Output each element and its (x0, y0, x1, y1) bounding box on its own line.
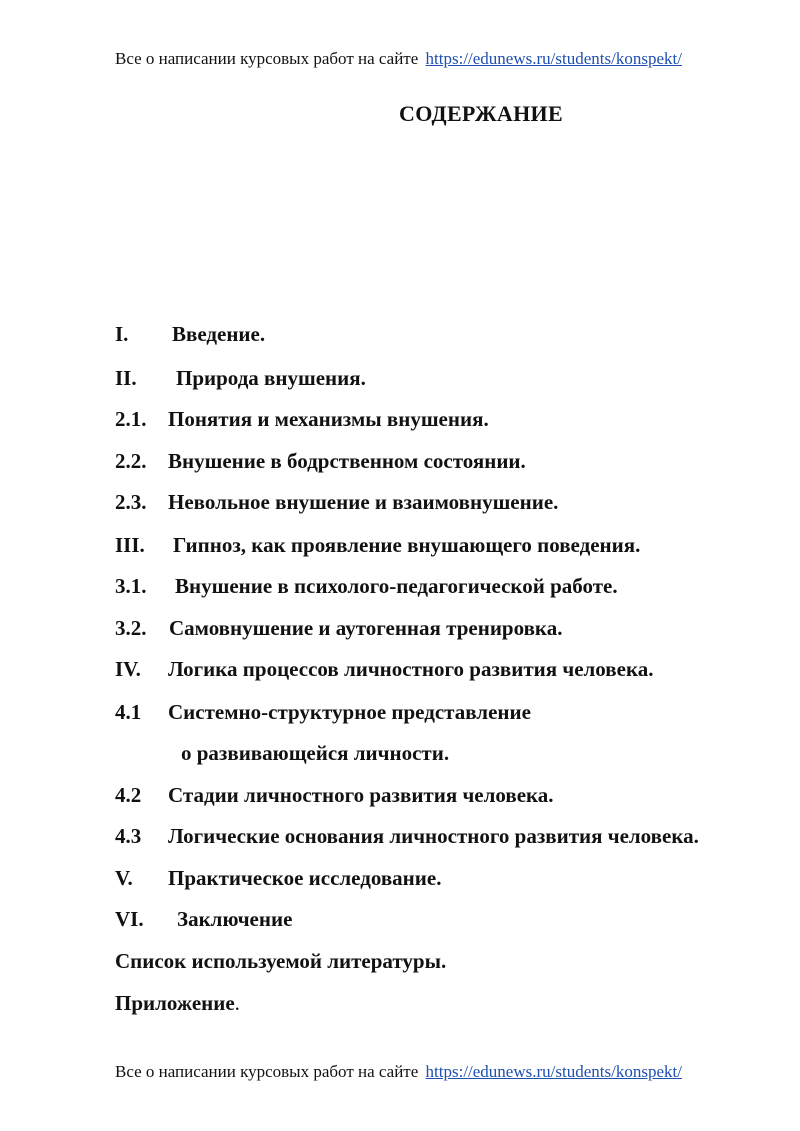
toc-text: Системно-структурное представление (168, 700, 531, 724)
toc-item (115, 574, 618, 599)
toc-item (115, 322, 266, 347)
toc-item (115, 490, 559, 515)
toc-text: Стадии личностного развития человека. (168, 783, 554, 807)
header-banner (115, 49, 682, 69)
toc-text: Природа внушения. (176, 366, 366, 390)
toc-item (115, 657, 654, 682)
footer-text: Все о написании курсовых работ на сайте (115, 1062, 419, 1081)
toc-item (115, 407, 489, 432)
toc-text: Внушение в психолого-педагогической работе. (175, 574, 618, 598)
toc-text: о развивающейся личности. (181, 741, 450, 765)
toc-item (115, 366, 366, 391)
toc-item (115, 866, 442, 891)
toc-number: II. (115, 366, 137, 390)
toc-text: Невольное внушение и взаимовнушение. (168, 490, 559, 514)
footer-link[interactable]: https://edunews.ru/students/konspekt/ (425, 1062, 682, 1081)
toc-item (115, 783, 554, 808)
toc-suffix: . (234, 991, 240, 1015)
toc-number: 2.1. (115, 407, 147, 431)
page-title: СОДЕРЖАНИЕ (399, 101, 563, 126)
header-link[interactable]: https://edunews.ru/students/konspekt/ (425, 49, 682, 68)
toc-number: VI. (115, 907, 144, 931)
toc-item (115, 907, 293, 932)
toc-item (115, 533, 641, 558)
toc-text: Понятия и механизмы внушения. (168, 407, 489, 431)
toc-number: 4.3 (115, 824, 142, 848)
toc-number: 4.1 (115, 700, 142, 724)
toc-number: IV. (115, 657, 141, 681)
toc-number: 2.2. (115, 449, 147, 473)
toc-text: Внушение в бодрственном состоянии. (168, 449, 526, 473)
toc-item (115, 616, 563, 641)
toc-text: Логика процессов личностного развития человека. (168, 657, 654, 681)
footer-banner (115, 1062, 682, 1082)
toc-text: Заключение (177, 907, 293, 931)
toc-text: Гипноз, как проявление внушающего поведения. (173, 533, 641, 557)
toc-number: 3.1. (115, 574, 147, 598)
toc-text: Самовнушение и аутогенная тренировка. (169, 616, 563, 640)
toc-text-wrapper (115, 991, 240, 1016)
toc-number: 4.2 (115, 783, 142, 807)
toc-number: 3.2. (115, 616, 147, 640)
toc-text: Приложение (115, 991, 235, 1015)
toc-item (115, 824, 699, 849)
toc-item (115, 449, 526, 474)
header-text: Все о написании курсовых работ на сайте (115, 49, 419, 68)
toc-item (115, 700, 531, 725)
toc-number: III. (115, 533, 145, 557)
toc-text: Список используемой литературы. (115, 949, 447, 973)
toc-number: I. (115, 322, 129, 346)
toc-number: V. (115, 866, 133, 890)
toc-text: Логические основания личностного развития человека. (168, 824, 699, 848)
toc-text: Практическое исследование. (168, 866, 442, 890)
toc-number: 2.3. (115, 490, 147, 514)
toc-text: Введение. (172, 322, 266, 346)
